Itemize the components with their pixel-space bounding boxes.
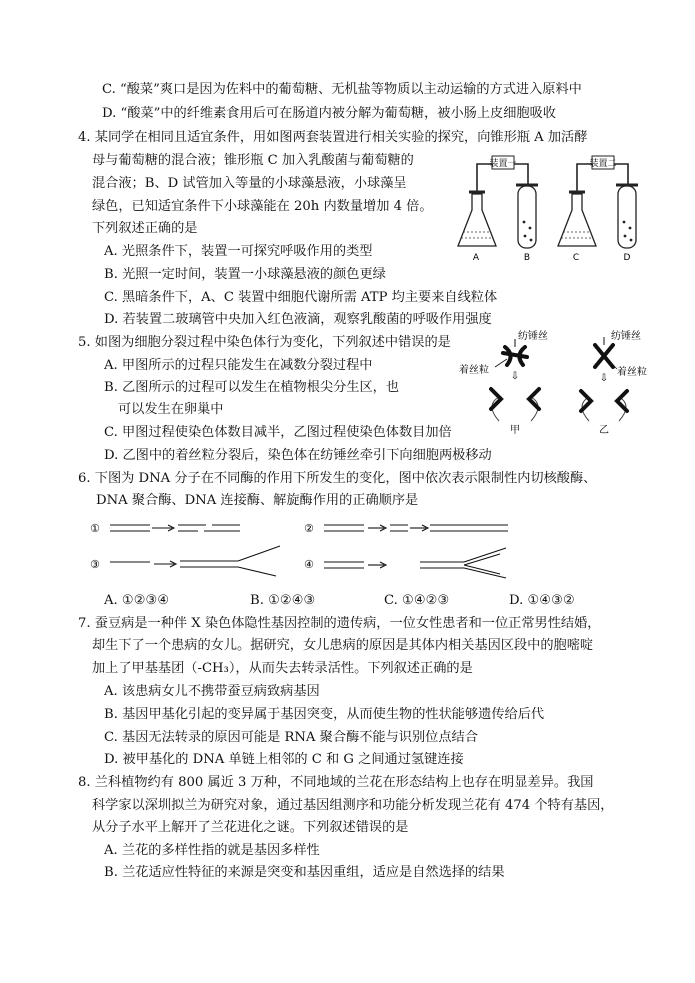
flask-a-label: A [472, 253, 480, 263]
q5-option-d: D. 乙图中的着丝粒分裂后，染色体在纺锤丝牵引下向细胞两极移动 [104, 448, 492, 463]
setup1-label: 装置一 [489, 159, 517, 169]
centromere-label-yi: 着丝粒 [617, 367, 647, 378]
tube-d-label: D [623, 253, 631, 263]
spindle-label-jia: 纺锤丝 [518, 331, 548, 342]
q7-option-c: C. 基因无法转录的原因可能是 RNA 聚合酶不能与识别位点结合 [104, 730, 478, 745]
q8-option-b: B. 兰花适应性特征的来源是突变和基因重组，适应是自然选择的结果 [104, 865, 505, 880]
q4-stem-3: 混合液；B、D 试管加入等量的小球藻悬液，小球藻呈 [92, 176, 407, 191]
q4-option-d: D. 若装置二玻璃管中央加入红色液滴，观察乳酸菌的呼吸作用强度 [104, 312, 492, 327]
q7-option-b: B. 基因甲基化引起的变异属于基因突变，从而使生物的性状能够遗传给后代 [104, 707, 545, 722]
tube-b-label: B [523, 253, 531, 263]
q7-option-d: D. 被甲基化的 DNA 单链上相邻的 C 和 G 之间通过氢键连接 [104, 752, 464, 767]
q7-stem-3: 加上了甲基基团（-CH₃），从而失去转录活性。下列叙述正确的是 [92, 661, 473, 676]
q4-option-a: A. 光照条件下，装置一可探究呼吸作用的类型 [104, 244, 373, 259]
panel-4-number: ④ [304, 558, 314, 571]
q3-option-d: D. “酸菜”中的纤维素食用后可在肠道内被分解为葡萄糖，被小肠上皮细胞吸收 [102, 106, 556, 121]
panel-1-number: ① [90, 522, 100, 535]
q4-option-b: B. 光照一定时间，装置一小球藻悬液的颜色更绿 [104, 267, 386, 282]
centromere-label-jia: 着丝粒 [459, 365, 489, 376]
q7-option-a: A. 该患病女儿不携带蚕豆病致病基因 [104, 684, 320, 699]
q6-dna-figure [88, 512, 516, 582]
svg-text:⇩: ⇩ [510, 371, 520, 382]
q5-option-c: C. 甲图过程使染色体数目减半，乙图过程使染色体数目加倍 [104, 425, 452, 440]
q7-stem-2: 却生下了一个患病的女儿。据研究，女儿患病的原因是其体内相关基因区段中的胞嘧啶 [92, 638, 594, 653]
figure-yi-label: 乙 [599, 425, 609, 436]
q5-option-b-2: 可以发生在卵巢中 [118, 402, 224, 417]
q6-option-d: D. ①④③② [509, 593, 575, 608]
q8-option-a: A. 兰花的多样性指的就是基因多样性 [104, 843, 320, 858]
q5-stem: 5. 如图为细胞分裂过程中染色体行为变化，下列叙述中错误的是 [78, 335, 451, 350]
q4-stem-2: 母与葡萄糖的混合液；锥形瓶 C 加入乳酸菌与葡萄糖的 [92, 153, 414, 168]
panel-3-number: ③ [90, 558, 100, 571]
q5-chromosome-figure [455, 325, 663, 437]
q6-option-b: B. ①②④③ [250, 593, 316, 608]
q5-option-a: A. 甲图所示的过程只能发生在减数分裂过程中 [104, 358, 373, 373]
spindle-label-yi: 纺锤丝 [611, 331, 641, 342]
q4-stem-4: 绿色，已知适宜条件下小球藻能在 20h 内数量增加 4 倍。 [92, 199, 433, 214]
figure-jia-label: 甲 [510, 425, 520, 436]
flask-c-label: C [572, 253, 580, 263]
q4-option-c: C. 黑暗条件下，A、C 装置中细胞代谢所需 ATP 均主要来自线粒体 [104, 290, 498, 305]
q8-stem-3: 从分子水平上解开了兰花进化之谜。下列叙述错误的是 [92, 820, 409, 835]
q8-stem-2: 科学家以深圳拟兰为研究对象，通过基因组测序和功能分析发现兰花有 474 个特有基因， [92, 798, 614, 813]
setup2-label: 装置二 [589, 159, 617, 169]
q6-stem-2: DNA 聚合酶、DNA 连接酶、解旋酶作用的正确顺序是 [96, 493, 419, 508]
q6-option-c: C. ①④②③ [384, 593, 450, 608]
q5-option-b-1: B. 乙图所示的过程可以发生在植物根尖分生区，也 [104, 380, 400, 395]
q7-stem-1: 7. 蚕豆病是一种伴 X 染色体隐性基因控制的遗传病，一位女性患者和一位正常男性结婚， [78, 616, 601, 631]
q4-stem-5: 下列叙述正确的是 [92, 221, 198, 236]
panel-2-number: ② [304, 522, 314, 535]
q4-apparatus-figure [452, 150, 650, 266]
q3-option-c: C. “酸菜”爽口是因为佐料中的葡萄糖、无机盐等物质以主动运输的方式进入原料中 [102, 82, 582, 97]
q6-stem-1: 6. 下图为 DNA 分子在不同酶的作用下所发生的变化，图中依次表示限制性内切核酸酶、 [78, 471, 597, 486]
svg-text:⇩: ⇩ [599, 373, 609, 384]
q6-option-a: A. ①②③④ [104, 593, 170, 608]
q4-stem-1: 4. 某同学在相同且适宜条件，用如图两套装置进行相关实验的探究，向锥形瓶 A 加活酵 [78, 130, 588, 145]
q8-stem-1: 8. 兰科植物约有 800 属近 3 万种，不同地域的兰花在形态结构上也存在明显差异。我国 [78, 775, 594, 790]
